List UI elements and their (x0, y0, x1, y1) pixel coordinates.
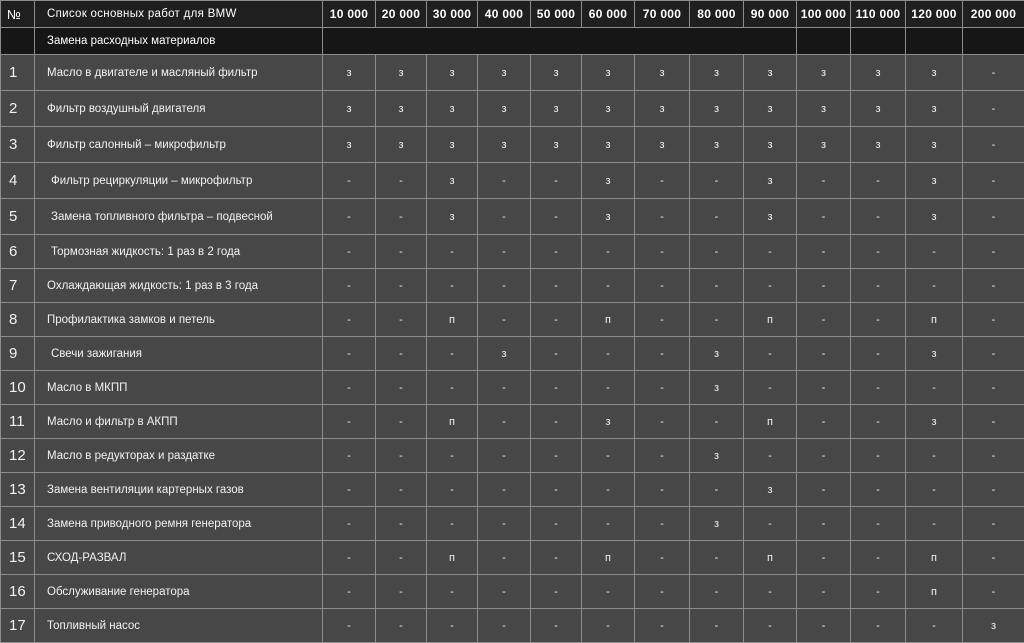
schedule-cell: з (690, 337, 744, 371)
column-header: 80 000 (690, 1, 744, 28)
schedule-cell: - (323, 199, 376, 235)
schedule-cell: - (323, 405, 376, 439)
schedule-cell: з (376, 127, 427, 163)
schedule-cell: п (582, 303, 635, 337)
row-number: 5 (1, 199, 35, 235)
row-number: 14 (1, 507, 35, 541)
table-row (1, 303, 1024, 337)
schedule-cell: - (478, 439, 531, 473)
schedule-cell: - (478, 405, 531, 439)
schedule-cell: - (323, 507, 376, 541)
table-row (1, 575, 1024, 609)
schedule-cell: - (635, 405, 690, 439)
work-name: Обслуживание генератора (35, 575, 323, 609)
row-number: 17 (1, 609, 35, 643)
schedule-cell: - (963, 575, 1024, 609)
schedule-cell: - (478, 199, 531, 235)
work-name: Фильтр рециркуляции – микрофильтр (35, 163, 323, 199)
schedule-cell: - (963, 371, 1024, 405)
table-row (1, 405, 1024, 439)
schedule-cell: - (531, 575, 582, 609)
work-name: Топливный насос (35, 609, 323, 643)
schedule-cell: п (906, 303, 963, 337)
schedule-cell: - (531, 439, 582, 473)
work-name: Замена вентиляции картерных газов (35, 473, 323, 507)
work-name: Тормозная жидкость: 1 раз в 2 года (35, 235, 323, 269)
schedule-cell: з (744, 473, 797, 507)
section-spacer (906, 28, 963, 55)
table-row (1, 439, 1024, 473)
schedule-cell: - (744, 371, 797, 405)
table-title: Список основных работ для BMW (35, 1, 323, 28)
column-header: 60 000 (582, 1, 635, 28)
row-number: 7 (1, 269, 35, 303)
schedule-cell: - (690, 541, 744, 575)
schedule-cell: - (690, 269, 744, 303)
column-header: 100 000 (797, 1, 851, 28)
schedule-cell: - (797, 507, 851, 541)
row-number: 9 (1, 337, 35, 371)
schedule-cell: з (635, 91, 690, 127)
work-name: Масло в МКПП (35, 371, 323, 405)
schedule-cell: - (690, 235, 744, 269)
schedule-cell: - (582, 439, 635, 473)
schedule-cell: - (635, 371, 690, 405)
schedule-cell: - (427, 371, 478, 405)
schedule-cell: - (963, 337, 1024, 371)
schedule-cell: - (851, 575, 906, 609)
column-header: 50 000 (531, 1, 582, 28)
schedule-cell: - (427, 337, 478, 371)
schedule-cell: - (478, 163, 531, 199)
schedule-cell: - (376, 609, 427, 643)
table-row (1, 507, 1024, 541)
schedule-cell: з (323, 91, 376, 127)
work-name: Фильтр воздушный двигателя (35, 91, 323, 127)
schedule-cell: з (690, 371, 744, 405)
schedule-cell: з (744, 55, 797, 91)
schedule-cell: - (690, 473, 744, 507)
schedule-cell: - (963, 55, 1024, 91)
schedule-cell: - (582, 609, 635, 643)
work-name: Масло в двигателе и масляный фильтр (35, 55, 323, 91)
schedule-cell: - (323, 439, 376, 473)
schedule-cell: - (963, 163, 1024, 199)
schedule-cell: з (963, 609, 1024, 643)
column-header: 90 000 (744, 1, 797, 28)
schedule-cell: - (906, 439, 963, 473)
schedule-cell: - (531, 337, 582, 371)
schedule-cell: з (690, 507, 744, 541)
schedule-cell: - (851, 303, 906, 337)
schedule-cell: - (323, 541, 376, 575)
schedule-cell: - (963, 303, 1024, 337)
schedule-cell: - (531, 405, 582, 439)
column-header: 200 000 (963, 1, 1024, 28)
schedule-cell: - (323, 473, 376, 507)
schedule-cell: - (531, 541, 582, 575)
schedule-cell: з (478, 127, 531, 163)
work-name: Замена топливного фильтра – подвесной (35, 199, 323, 235)
row-number: 2 (1, 91, 35, 127)
schedule-cell: - (851, 269, 906, 303)
schedule-cell: - (963, 127, 1024, 163)
section-number-cell (1, 28, 35, 55)
work-name: Профилактика замков и петель (35, 303, 323, 337)
schedule-cell: - (797, 541, 851, 575)
schedule-cell: - (744, 337, 797, 371)
schedule-cell: - (635, 473, 690, 507)
schedule-cell: - (963, 199, 1024, 235)
schedule-cell: - (963, 91, 1024, 127)
schedule-cell: - (635, 337, 690, 371)
schedule-cell: - (376, 163, 427, 199)
schedule-cell: - (906, 609, 963, 643)
schedule-cell: - (376, 371, 427, 405)
schedule-cell: - (478, 303, 531, 337)
schedule-cell: з (906, 127, 963, 163)
row-number: 8 (1, 303, 35, 337)
schedule-cell: з (906, 405, 963, 439)
schedule-cell: - (531, 371, 582, 405)
schedule-cell: - (531, 507, 582, 541)
schedule-cell: - (851, 405, 906, 439)
schedule-cell: - (531, 199, 582, 235)
schedule-cell: з (797, 55, 851, 91)
schedule-cell: - (427, 235, 478, 269)
schedule-cell: - (797, 575, 851, 609)
schedule-cell: з (690, 439, 744, 473)
schedule-cell: з (478, 91, 531, 127)
schedule-cell: - (963, 405, 1024, 439)
schedule-cell: з (744, 199, 797, 235)
schedule-cell: з (427, 199, 478, 235)
schedule-cell: - (478, 269, 531, 303)
number-header: № (1, 1, 35, 28)
schedule-cell: - (690, 609, 744, 643)
schedule-cell: - (635, 163, 690, 199)
section-spacer (323, 28, 797, 55)
schedule-cell: - (635, 609, 690, 643)
column-header: 10 000 (323, 1, 376, 28)
schedule-cell: - (376, 541, 427, 575)
schedule-cell: - (906, 269, 963, 303)
schedule-cell: з (797, 91, 851, 127)
schedule-cell: - (851, 473, 906, 507)
schedule-cell: з (582, 163, 635, 199)
section-spacer (851, 28, 906, 55)
schedule-cell: - (690, 199, 744, 235)
schedule-cell: - (582, 371, 635, 405)
schedule-cell: з (582, 91, 635, 127)
schedule-cell: - (376, 199, 427, 235)
schedule-cell: - (906, 507, 963, 541)
schedule-cell: з (851, 127, 906, 163)
schedule-cell: з (744, 127, 797, 163)
schedule-cell: - (744, 507, 797, 541)
schedule-cell: - (376, 507, 427, 541)
column-header: 70 000 (635, 1, 690, 28)
schedule-cell: - (851, 163, 906, 199)
schedule-cell: - (851, 371, 906, 405)
schedule-cell: з (851, 55, 906, 91)
schedule-cell: - (376, 235, 427, 269)
schedule-cell: - (427, 473, 478, 507)
schedule-cell: з (690, 91, 744, 127)
schedule-cell: - (797, 269, 851, 303)
work-name: Масло в редукторах и раздатке (35, 439, 323, 473)
schedule-cell: п (744, 405, 797, 439)
schedule-cell: - (635, 269, 690, 303)
row-number: 13 (1, 473, 35, 507)
row-number: 11 (1, 405, 35, 439)
schedule-cell: - (582, 473, 635, 507)
schedule-cell: - (376, 439, 427, 473)
schedule-cell: - (635, 575, 690, 609)
schedule-cell: з (427, 163, 478, 199)
schedule-cell: - (531, 473, 582, 507)
schedule-cell: - (582, 507, 635, 541)
schedule-cell: - (427, 269, 478, 303)
table-row (1, 473, 1024, 507)
schedule-cell: - (797, 405, 851, 439)
schedule-cell: з (531, 55, 582, 91)
schedule-cell: - (582, 235, 635, 269)
schedule-cell: - (851, 337, 906, 371)
row-number: 4 (1, 163, 35, 199)
schedule-cell: з (478, 337, 531, 371)
schedule-cell: з (427, 55, 478, 91)
schedule-cell: - (851, 199, 906, 235)
schedule-cell: - (427, 609, 478, 643)
schedule-cell: з (582, 199, 635, 235)
schedule-cell: - (690, 575, 744, 609)
schedule-cell: - (478, 235, 531, 269)
schedule-cell: - (531, 609, 582, 643)
schedule-cell: з (531, 127, 582, 163)
work-name: Охлаждающая жидкость: 1 раз в 3 года (35, 269, 323, 303)
schedule-cell: - (582, 575, 635, 609)
section-spacer (963, 28, 1024, 55)
section-row (1, 28, 1024, 55)
schedule-cell: - (797, 235, 851, 269)
schedule-cell: - (478, 609, 531, 643)
table-row (1, 55, 1024, 91)
schedule-cell: з (427, 91, 478, 127)
schedule-cell: - (963, 439, 1024, 473)
schedule-cell: - (963, 235, 1024, 269)
table-row (1, 127, 1024, 163)
schedule-cell: - (323, 609, 376, 643)
schedule-cell: п (582, 541, 635, 575)
work-name: Масло и фильтр в АКПП (35, 405, 323, 439)
schedule-cell: з (906, 163, 963, 199)
schedule-cell: - (376, 473, 427, 507)
schedule-cell: з (531, 91, 582, 127)
schedule-cell: - (851, 541, 906, 575)
schedule-cell: - (323, 337, 376, 371)
schedule-cell: з (478, 55, 531, 91)
table-row (1, 163, 1024, 199)
schedule-cell: - (582, 269, 635, 303)
schedule-cell: з (582, 55, 635, 91)
schedule-cell: - (635, 541, 690, 575)
schedule-cell: - (635, 439, 690, 473)
schedule-cell: - (963, 507, 1024, 541)
schedule-cell: - (582, 337, 635, 371)
table-row (1, 609, 1024, 643)
schedule-cell: п (427, 541, 478, 575)
schedule-cell: - (963, 541, 1024, 575)
schedule-cell: - (376, 405, 427, 439)
table-row (1, 269, 1024, 303)
schedule-cell: - (478, 541, 531, 575)
table-row (1, 199, 1024, 235)
schedule-cell: - (744, 235, 797, 269)
schedule-cell: з (690, 55, 744, 91)
schedule-cell: - (427, 439, 478, 473)
schedule-cell: - (635, 303, 690, 337)
schedule-cell: з (906, 91, 963, 127)
row-number: 1 (1, 55, 35, 91)
schedule-cell: - (851, 507, 906, 541)
table-row (1, 91, 1024, 127)
header-row (1, 1, 1024, 28)
schedule-cell: п (427, 405, 478, 439)
column-header: 120 000 (906, 1, 963, 28)
schedule-cell: з (906, 199, 963, 235)
schedule-cell: - (323, 303, 376, 337)
table-row (1, 337, 1024, 371)
schedule-cell: з (797, 127, 851, 163)
schedule-cell: - (635, 235, 690, 269)
schedule-cell: - (478, 473, 531, 507)
schedule-cell: з (851, 91, 906, 127)
schedule-cell: - (531, 235, 582, 269)
schedule-cell: п (744, 303, 797, 337)
schedule-cell: п (427, 303, 478, 337)
row-number: 6 (1, 235, 35, 269)
schedule-cell: з (323, 127, 376, 163)
schedule-cell: - (797, 163, 851, 199)
schedule-cell: - (797, 199, 851, 235)
schedule-cell: - (744, 575, 797, 609)
schedule-cell: - (690, 405, 744, 439)
column-header: 30 000 (427, 1, 478, 28)
schedule-cell: з (376, 55, 427, 91)
schedule-cell: - (635, 507, 690, 541)
column-header: 40 000 (478, 1, 531, 28)
table-row (1, 235, 1024, 269)
row-number: 3 (1, 127, 35, 163)
schedule-cell: з (582, 405, 635, 439)
row-number: 10 (1, 371, 35, 405)
schedule-cell: - (744, 609, 797, 643)
schedule-cell: п (744, 541, 797, 575)
schedule-cell: - (744, 439, 797, 473)
row-number: 16 (1, 575, 35, 609)
schedule-cell: - (323, 371, 376, 405)
schedule-cell: - (851, 609, 906, 643)
work-name: Свечи зажигания (35, 337, 323, 371)
schedule-cell: з (744, 91, 797, 127)
schedule-cell: з (635, 127, 690, 163)
schedule-cell: з (376, 91, 427, 127)
schedule-cell: - (323, 269, 376, 303)
schedule-cell: - (797, 371, 851, 405)
schedule-cell: п (906, 575, 963, 609)
schedule-cell: - (963, 473, 1024, 507)
row-number: 15 (1, 541, 35, 575)
table-row (1, 541, 1024, 575)
schedule-cell: - (478, 371, 531, 405)
table-row (1, 371, 1024, 405)
schedule-cell: - (376, 337, 427, 371)
schedule-cell: - (851, 235, 906, 269)
schedule-cell: - (531, 303, 582, 337)
section-spacer (797, 28, 851, 55)
work-name: Замена приводного ремня генератора (35, 507, 323, 541)
schedule-cell: з (427, 127, 478, 163)
schedule-cell: з (906, 337, 963, 371)
schedule-cell: з (690, 127, 744, 163)
schedule-cell: - (797, 337, 851, 371)
schedule-cell: - (690, 163, 744, 199)
schedule-cell: - (531, 269, 582, 303)
schedule-cell: - (906, 473, 963, 507)
schedule-cell: - (323, 235, 376, 269)
schedule-cell: - (744, 269, 797, 303)
schedule-cell: - (376, 269, 427, 303)
schedule-cell: - (963, 269, 1024, 303)
schedule-cell: з (906, 55, 963, 91)
column-header: 110 000 (851, 1, 906, 28)
schedule-cell: з (323, 55, 376, 91)
schedule-cell: з (635, 55, 690, 91)
work-name: Фильтр салонный – микрофильтр (35, 127, 323, 163)
schedule-cell: - (427, 575, 478, 609)
schedule-cell: - (323, 163, 376, 199)
schedule-cell: п (906, 541, 963, 575)
schedule-cell: - (690, 303, 744, 337)
schedule-cell: - (478, 507, 531, 541)
schedule-cell: з (744, 163, 797, 199)
column-header: 20 000 (376, 1, 427, 28)
row-number: 12 (1, 439, 35, 473)
schedule-cell: - (323, 575, 376, 609)
schedule-cell: - (851, 439, 906, 473)
schedule-cell: - (478, 575, 531, 609)
schedule-cell: - (797, 473, 851, 507)
work-name: СХОД-РАЗВАЛ (35, 541, 323, 575)
section-title: Замена расходных материалов (35, 28, 323, 55)
schedule-cell: з (582, 127, 635, 163)
schedule-cell: - (376, 575, 427, 609)
schedule-cell: - (797, 439, 851, 473)
schedule-cell: - (531, 163, 582, 199)
schedule-cell: - (376, 303, 427, 337)
schedule-cell: - (906, 371, 963, 405)
schedule-cell: - (906, 235, 963, 269)
schedule-cell: - (797, 609, 851, 643)
schedule-cell: - (797, 303, 851, 337)
schedule-cell: - (635, 199, 690, 235)
schedule-cell: - (427, 507, 478, 541)
